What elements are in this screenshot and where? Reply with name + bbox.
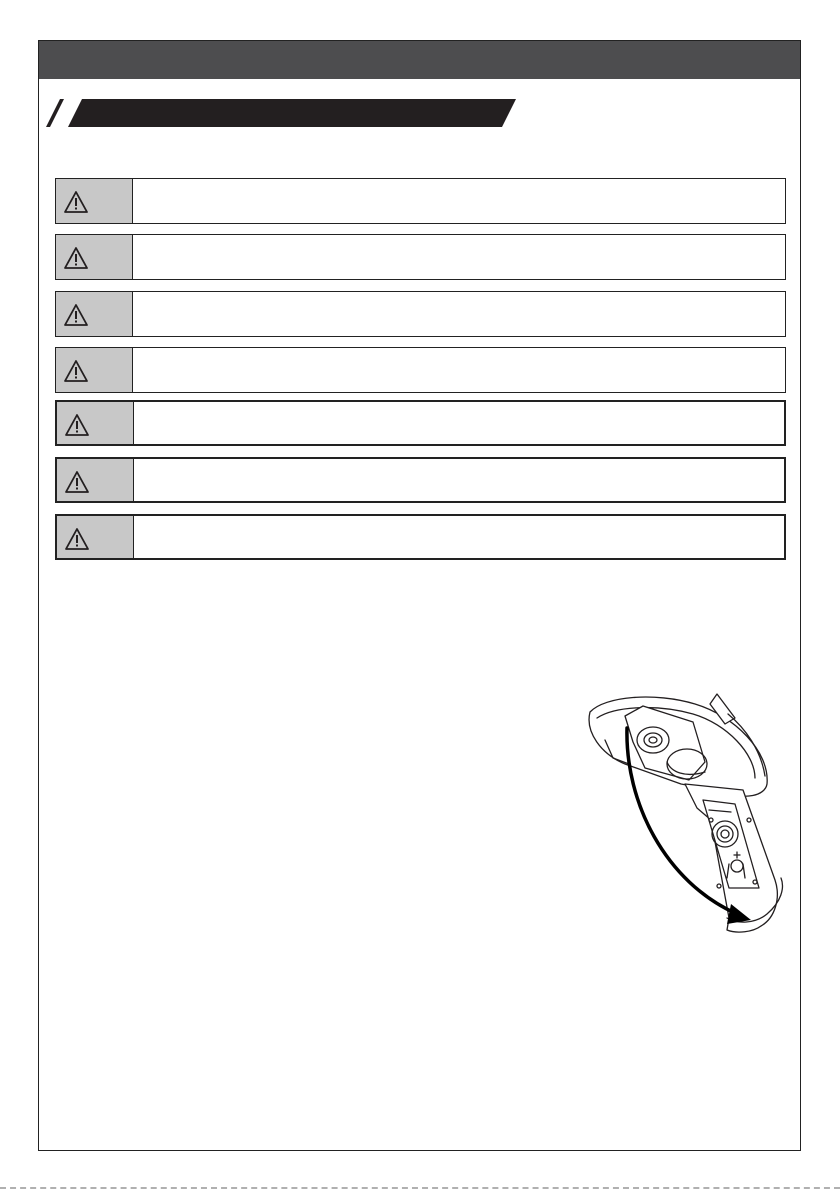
warning-text xyxy=(133,235,785,279)
warning-text xyxy=(134,459,784,501)
section-banner-title xyxy=(72,99,502,123)
warning-row xyxy=(55,457,786,503)
warning-row xyxy=(55,234,786,280)
warning-row xyxy=(55,514,786,560)
warning-text xyxy=(133,179,785,223)
warning-triangle-icon xyxy=(63,526,91,552)
warning-icon-cell xyxy=(56,348,133,392)
warning-icon-cell xyxy=(56,292,133,336)
warning-text xyxy=(134,402,784,444)
warning-icon-cell xyxy=(56,179,133,223)
warning-triangle-icon xyxy=(62,189,90,215)
header-bar xyxy=(39,41,800,79)
warning-row xyxy=(55,291,786,337)
warning-triangle-icon xyxy=(62,358,90,384)
warning-text xyxy=(133,292,785,336)
warning-text xyxy=(133,348,785,392)
warning-row xyxy=(55,178,786,224)
warning-text xyxy=(134,516,784,558)
warning-triangle-icon xyxy=(63,412,91,438)
warning-row xyxy=(55,400,786,446)
warning-triangle-icon xyxy=(62,245,90,271)
battery-cover-removal-illustration xyxy=(585,692,800,942)
warning-icon-cell xyxy=(56,235,133,279)
warning-triangle-icon xyxy=(62,302,90,328)
warning-icon-cell xyxy=(57,459,134,501)
warning-icon-cell xyxy=(57,402,134,444)
page-cut-line xyxy=(0,1187,840,1189)
warning-triangle-icon xyxy=(63,469,91,495)
warning-row xyxy=(55,347,786,393)
warning-icon-cell xyxy=(57,516,134,558)
